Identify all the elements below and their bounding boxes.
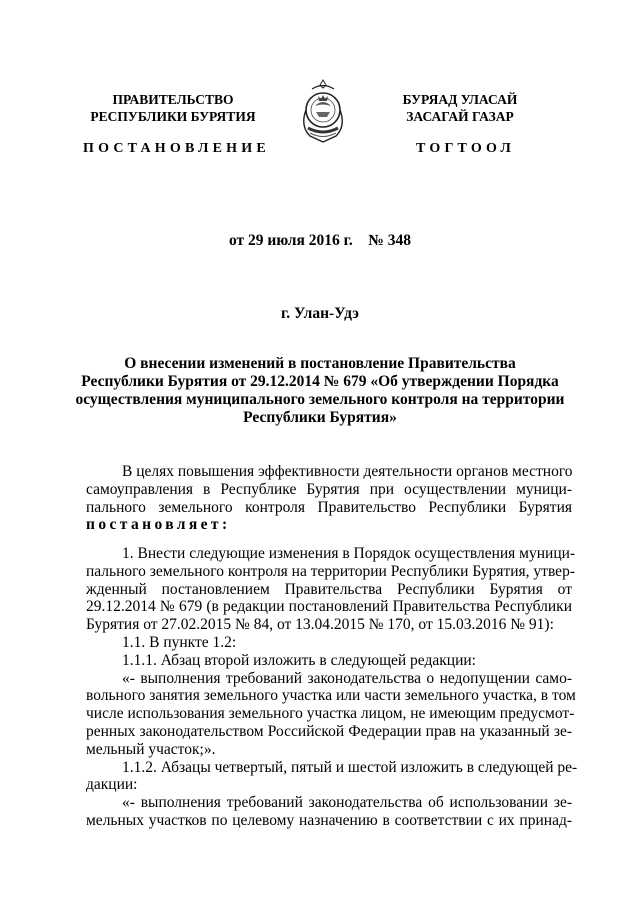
document-title <box>70 355 570 427</box>
intro-paragraph <box>86 463 572 534</box>
header-left-line1: ПРАВИТЕЛЬСТВО <box>112 92 234 107</box>
title-line: Республики Бурятия от 29.12.2014 № 679 «Об утверждении Порядка <box>81 373 559 390</box>
quote-line: ренных законодательством Российской Федерации прав на указанный зе- <box>86 722 572 740</box>
intro-line: самоуправления в Республике Бурятия при осуществлении муници- <box>86 480 572 498</box>
coat-of-arms-emblem <box>296 76 350 148</box>
quote-line: «- выполнения требований законодательства о недопущении само- <box>122 669 572 687</box>
header-left-line2: РЕСПУБЛИКИ БУРЯТИЯ <box>90 109 256 124</box>
header-right-org <box>375 91 545 125</box>
header-right-line2: ЗАСАГАЙ ГАЗАР <box>406 109 514 124</box>
header-left-org <box>88 91 258 125</box>
title-line: О внесении изменений в постановление Правительства <box>124 355 516 372</box>
resolves-word: постановляет: <box>86 516 231 534</box>
intro-line: пального земельного контроля Правительство Республики Бурятия <box>86 498 572 516</box>
title-line: Республики Бурятия» <box>243 409 397 426</box>
paragraph-line: жденный постановлением Правительства Республики Бурятия от <box>86 580 572 598</box>
paragraph-line: дакции: <box>86 776 138 794</box>
intro-line: В целях повышения эффективности деятельности органов местного <box>122 463 573 480</box>
date-number-line: от 29 июля 2016 г. № 348 <box>229 232 411 249</box>
paragraph-line: 29.12.2014 № 679 (в редакции постановлений Правительства Республики <box>86 598 572 616</box>
quote-line: «- выполнения требований законодательства об использовании зе- <box>122 794 572 812</box>
header-left-doc-type: ПОСТАНОВЛЕНИЕ <box>83 141 270 156</box>
city: г. Улан-Удэ <box>280 305 359 322</box>
paragraph-line: Бурятия от 27.02.2015 № 84, от 13.04.2015 № 170, от 15.03.2016 № 91): <box>86 616 554 634</box>
paragraph-1-1-1: 1.1.1. Абзац второй изложить в следующей редакции: <box>122 651 476 669</box>
quote-line: мельных участков по целевому назначению в соответствии с их принад- <box>86 811 572 829</box>
quote-line: числе использования земельного участка лицом, не имеющим предусмот- <box>86 705 575 723</box>
quote-line: мельный участок;». <box>86 740 216 758</box>
paragraph-1-1-2: 1.1.2. Абзацы четвертый, пятый и шестой изложить в следующей ре- <box>122 758 578 776</box>
paragraph-line: пального земельного контроля на территории Республики Бурятия, утвер- <box>86 562 575 580</box>
paragraph-1 <box>86 545 578 830</box>
quote-line: вольного занятия земельного участка или части земельного участка, в том <box>86 687 576 705</box>
emblem-icon <box>296 76 350 148</box>
header-right-doc-type: ТОГТООЛ <box>416 141 516 156</box>
title-line: осуществления муниципального земельного контроля на территории <box>75 391 565 408</box>
paragraph-line: 1. Внести следующие изменения в Порядок осуществления муници- <box>122 545 576 562</box>
header-right-line1: БУРЯАД УЛАСАЙ <box>402 92 518 107</box>
paragraph-1-1: 1.1. В пункте 1.2: <box>122 633 237 651</box>
